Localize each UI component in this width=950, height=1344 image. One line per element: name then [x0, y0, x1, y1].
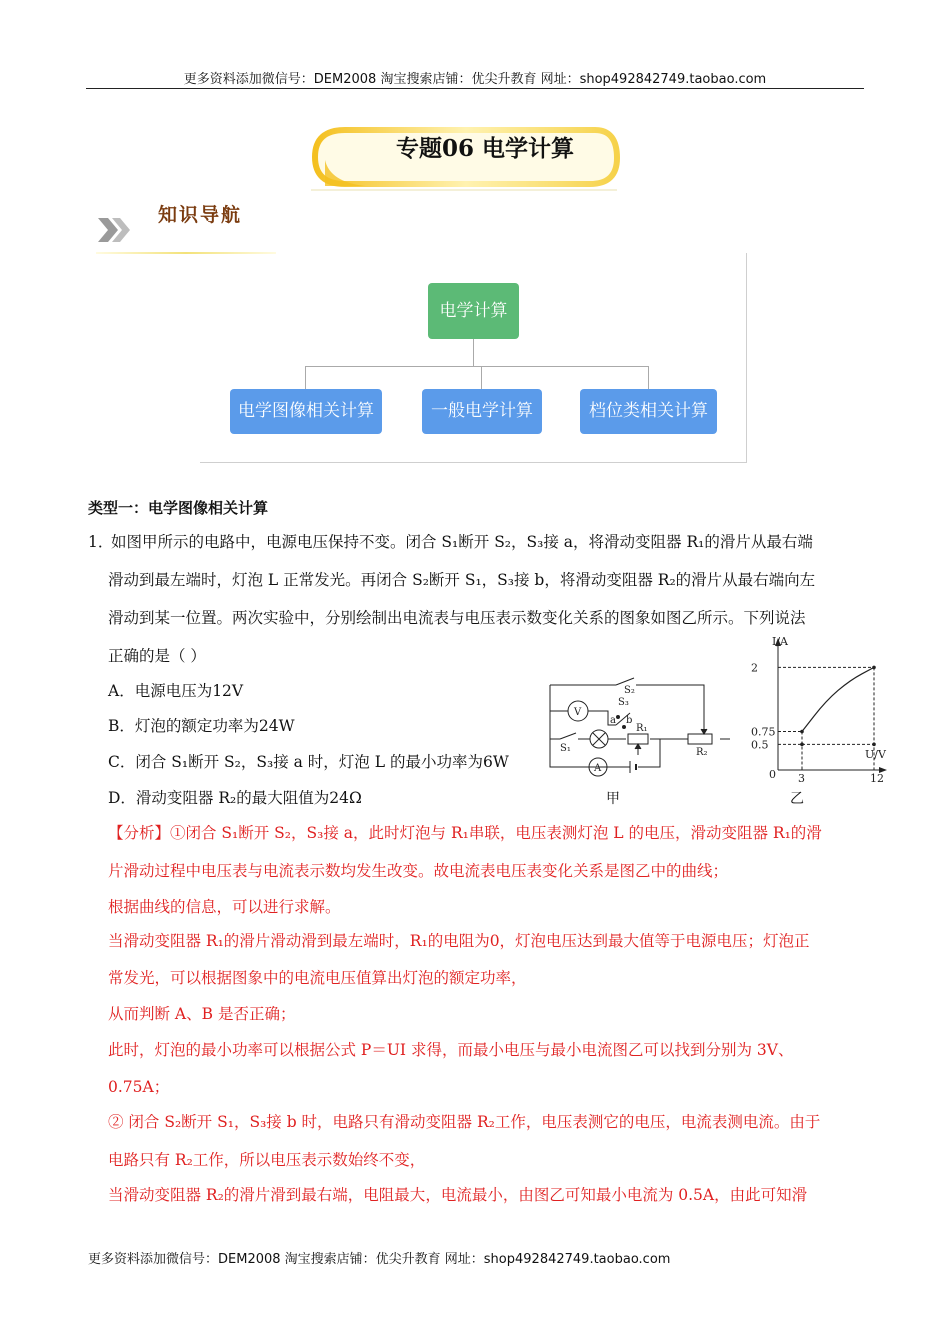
analysis-line: 当滑动变阻器 R₁的滑片滑动滑到最左端时，R₁的电阻为0，灯泡电压达到最大值等于电源电压；灯泡正: [108, 932, 810, 950]
label-r1: R₁: [636, 723, 648, 734]
y-tick-label: 2: [751, 661, 758, 675]
mindmap-connector: [481, 366, 482, 389]
x-axis-label: U/V: [865, 748, 886, 761]
option-a: A．电源电压为12V: [108, 682, 244, 700]
question-stem-line: 滑动到某一位置。两次实验中，分别绘制出电流表与电压表示数变化关系的图象如图乙所示。下列说法: [108, 609, 806, 627]
voltmeter-label: V: [574, 707, 582, 718]
analysis-line: ② 闭合 S₂断开 S₁，S₃接 b 时，电路只有滑动变阻器 R₂工作，电压表测它的电压，电流表测电流。由于: [108, 1113, 821, 1131]
graph-caption: 乙: [790, 791, 804, 807]
analysis-line: 当滑动变阻器 R₂的滑片滑到最右端，电阻最大，电流最小，由图乙可知最小电流为 0.5A，由此可知滑: [108, 1186, 808, 1204]
circuit-diagram: [540, 665, 730, 780]
series-line-lamp: [802, 667, 874, 731]
header-rule: [86, 88, 864, 89]
mindmap-connector: [473, 339, 474, 366]
section-title: 类型一：电学图像相关计算: [88, 499, 269, 517]
analysis-line: 0.75A；: [108, 1078, 170, 1096]
analysis-line: 常发光，可以根据图象中的电流电压值算出灯泡的额定功率，: [108, 969, 527, 987]
data-point: [800, 743, 804, 747]
mindmap-connector: [648, 366, 649, 389]
analysis-line: 此时，灯泡的最小功率可以根据公式 P＝UI 求得，而最小电压与最小电流图乙可以找到分别为 3V、: [108, 1041, 794, 1059]
x-tick-label: 3: [798, 772, 805, 782]
label-s3: S₃: [618, 697, 629, 708]
origin-label: 0: [769, 768, 776, 781]
label-s1: S₁: [560, 743, 571, 754]
circuit-caption: 甲: [606, 791, 620, 807]
resistor-r2: [688, 734, 712, 744]
page-title: 专题06 电学计算: [395, 135, 574, 162]
y-tick-label: 0.75: [751, 725, 776, 739]
resistor-r1: [628, 734, 648, 744]
data-point: [800, 730, 804, 734]
mindmap-connector: [305, 366, 306, 389]
x-tick-label: 12: [870, 772, 884, 782]
page-header: 更多资料添加微信号：DEM2008 淘宝搜索店铺：优尖升教育 网址：shop492842749.taobao.com: [183, 72, 767, 87]
question-stem-line: 如图甲所示的电路中，电源电压保持不变。闭合 S₁断开 S₂，S₃接 a，将滑动变阻器 R₁的滑片从最右端: [111, 533, 813, 551]
data-point: [872, 743, 876, 747]
data-point: [872, 666, 876, 670]
option-b: B．灯泡的额定功率为24W: [108, 717, 295, 735]
ammeter-label: A: [594, 763, 602, 774]
iv-graph: [745, 632, 895, 782]
question-stem-line: 滑动到最左端时，灯泡 L 正常发光。再闭合 S₂断开 S₁，S₃接 b，将滑动变阻器 R₂的滑片从最右端向左: [108, 571, 816, 589]
switch-s2: [616, 678, 634, 685]
label-r2: R₂: [696, 747, 708, 758]
analysis-line: 片滑动过程中电压表与电流表示数均发生改变。故电流表电压表变化关系是图乙中的曲线；: [108, 862, 729, 880]
y-axis-label: I/A: [772, 635, 788, 648]
question-stem-line: 正确的是（ ）: [108, 647, 206, 665]
page-footer: 更多资料添加微信号：DEM2008 淘宝搜索店铺：优尖升教育 网址：shop492842749.taobao.com: [88, 1252, 671, 1267]
option-c: C．闭合 S₁断开 S₂，S₃接 a 时，灯泡 L 的最小功率为6W: [108, 753, 509, 771]
question-number: 1．: [88, 533, 114, 551]
y-tick-label: 0.5: [751, 738, 769, 752]
mindmap-root-node: 电学计算: [428, 283, 519, 339]
mindmap-child-node: 一般电学计算: [422, 389, 542, 434]
double-chevron-icon: [96, 215, 134, 245]
nav-title: 知识导航: [158, 204, 243, 226]
analysis-line: 根据曲线的信息，可以进行求解。: [108, 898, 341, 916]
mindmap-child-node: 档位类相关计算: [580, 389, 717, 434]
mindmap-child-node: 电学图像相关计算: [230, 389, 382, 434]
analysis-line: 从而判断 A、B 是否正确；: [108, 1005, 296, 1023]
analysis-line: 【分析】①闭合 S₁断开 S₂，S₃接 a，此时灯泡与 R₁串联，电压表测灯泡 L 的电压，滑动变阻器 R₁的滑: [108, 824, 822, 842]
label-s2: S₂: [624, 685, 635, 696]
analysis-line: 电路只有 R₂工作，所以电压表示数始终不变，: [108, 1151, 426, 1169]
mindmap-connector: [305, 366, 649, 367]
label-a: a: [610, 715, 616, 726]
option-d: D．滑动变阻器 R₂的最大阻值为24Ω: [108, 789, 362, 807]
label-b: b: [626, 715, 633, 726]
switch-s1: [560, 733, 576, 739]
